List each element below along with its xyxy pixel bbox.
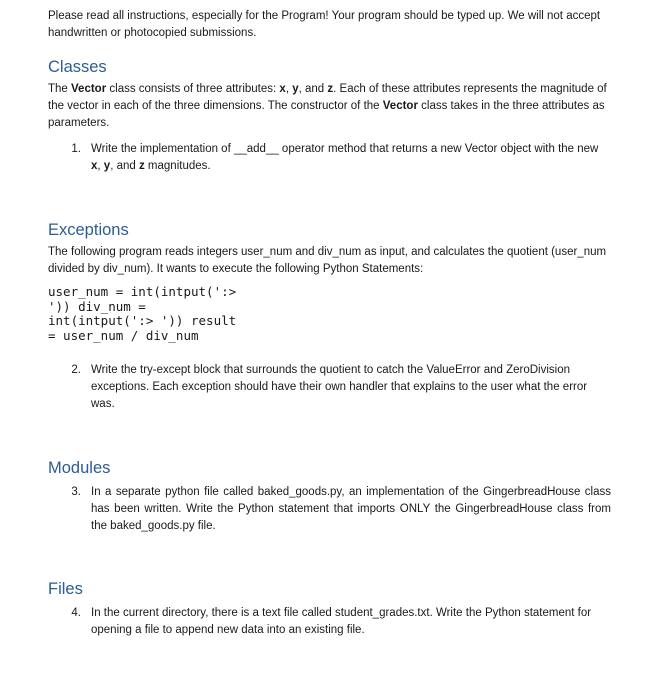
code-line: = user_num / div_num (48, 327, 199, 343)
code-line: int(intput(':> ')) result (48, 313, 237, 328)
code-line: ')) div_num = (48, 298, 146, 314)
exceptions-heading: Exceptions (48, 221, 129, 239)
question-4-text: In the current directory, there is a text file called student_grades.txt. Write the Python statement for opening a file to append new data into an existing file. (91, 607, 592, 636)
classes-paragraph: The Vector class consists of three attributes: x, y, and z. Each of these attributes represents the magnitude of the vector in each of the three dimensions. The constructor of the Vector class takes in the three attributes as parameters. (48, 83, 607, 129)
code-block (48, 285, 618, 343)
question-2-number: 2. (71, 364, 81, 376)
exceptions-paragraph: The following program reads integers user_num and div_num as input, and calculates the quotient (user_num divided by div_num). It wants to execute the following Python Statements: (48, 246, 607, 275)
question-2 (48, 362, 618, 413)
intro-paragraph: Please read all instructions, especially for the Program! Your program should be typed up. We will not accept handwritten or photocopied submissions. (48, 10, 601, 39)
code-line: user_num = int(intput(':> (48, 284, 237, 299)
question-1-text: Write the implementation of __add__ operator method that returns a new Vector object with the new x, y, and z magnitudes. (91, 143, 599, 172)
files-heading: Files (48, 580, 83, 598)
question-1-number: 1. (71, 143, 81, 155)
question-3 (48, 484, 618, 535)
question-4 (48, 605, 618, 639)
question-2-text: Write the try-except block that surrounds the quotient to catch the ValueError and ZeroDivision exceptions. Each exception should have their own handler that explains to the user what the error was. (91, 364, 588, 410)
document-page (48, 8, 618, 639)
question-4-number: 4. (71, 607, 81, 619)
classes-heading: Classes (48, 58, 107, 76)
modules-heading: Modules (48, 459, 111, 477)
question-3-number: 3. (71, 486, 81, 498)
question-1 (48, 141, 618, 175)
question-3-text: In a separate python file called baked_goods.py, an implementation of the GingerbreadHouse class has been written. Write the Python statement that imports ONLY the GingerbreadHouse class from the baked_goods.py file. (91, 486, 611, 532)
